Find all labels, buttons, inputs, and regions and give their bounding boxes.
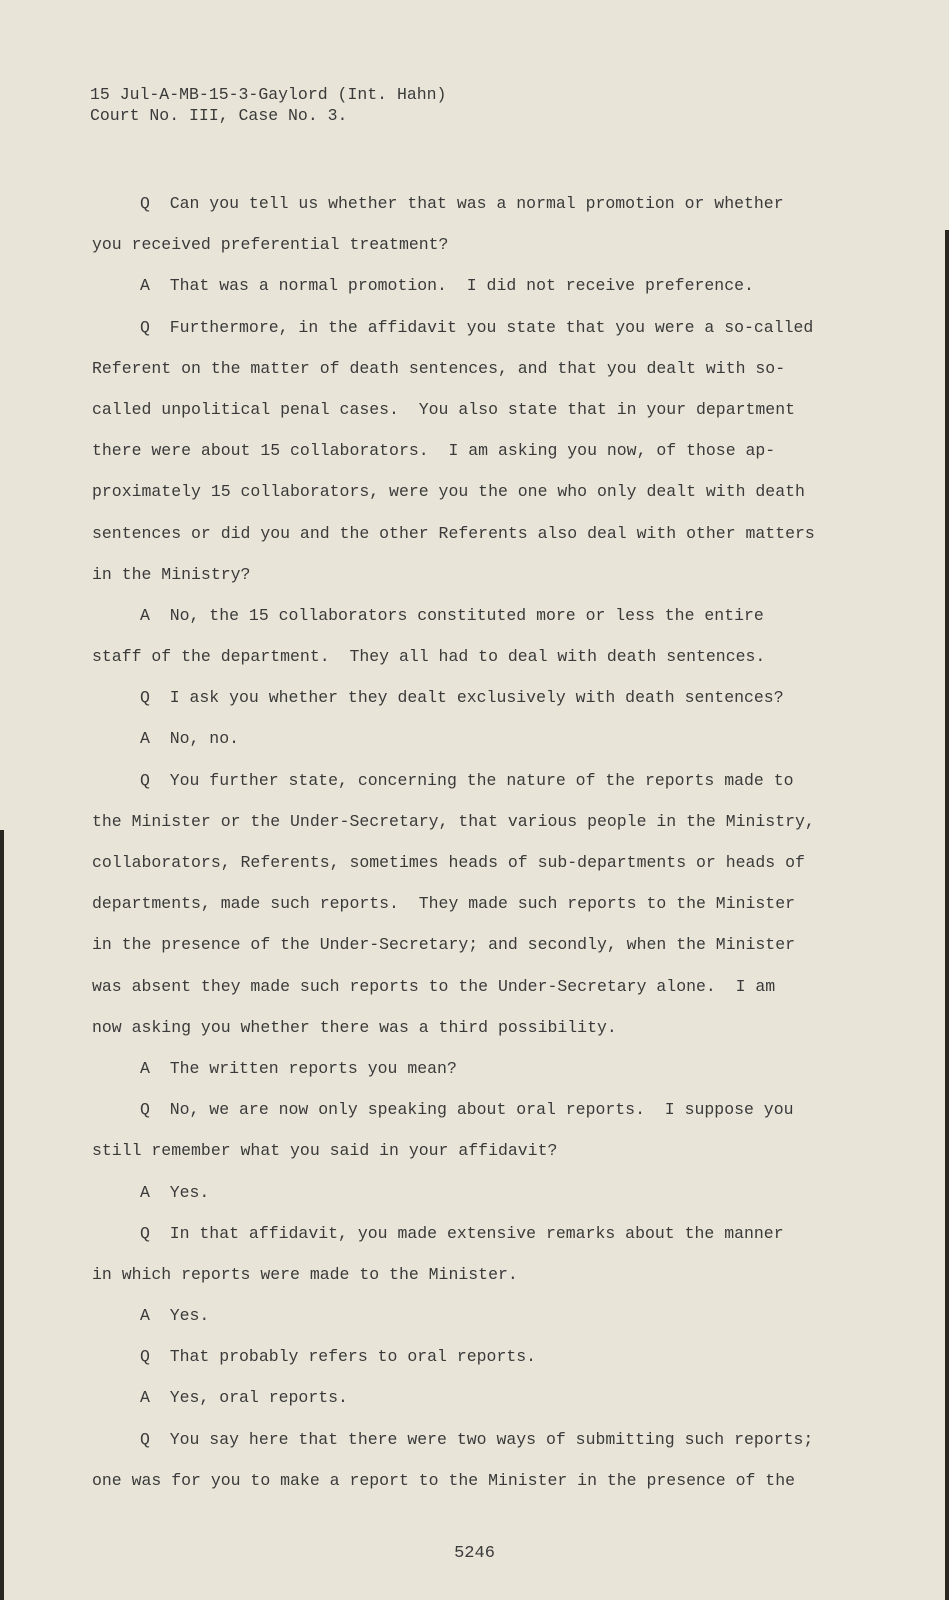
transcript-line: Referent on the matter of death sentences, and that you dealt with so- [92, 358, 786, 378]
transcript-line: collaborators, Referents, sometimes heads of sub-departments or heads of [92, 853, 805, 872]
transcript-line: was absent they made such reports to the Under-Secretary alone. I am [92, 976, 776, 996]
transcript-line: in the Ministry? [92, 564, 251, 584]
transcript-line: departments, made such reports. They made such reports to the Minister [92, 894, 796, 914]
transcript-line: A Yes. [140, 1306, 210, 1326]
transcript-line: in the presence of the Under-Secretary; and secondly, when the Minister [92, 935, 796, 955]
transcript-line: Q Furthermore, in the affidavit you state that you were a so-called [140, 317, 814, 337]
transcript-line: A Yes. [140, 1182, 210, 1202]
transcript-line: A That was a normal promotion. I did not receive preference. [140, 276, 754, 296]
transcript-body [92, 183, 852, 1501]
transcript-line: staff of the department. They all had to deal with death sentences. [92, 647, 766, 667]
transcript-line: A The written reports you mean? [140, 1058, 457, 1078]
header-reference: 15 Jul-A-MB-15-3-Gaylord (Int. Hahn) [90, 85, 447, 104]
transcript-line: Q That probably refers to oral reports. [140, 1347, 537, 1367]
transcript-line: Q No, we are now only speaking about oral reports. I suppose you [140, 1100, 794, 1120]
transcript-line: Q In that affidavit, you made extensive remarks about the manner [140, 1223, 784, 1243]
transcript-line: the Minister or the Under-Secretary, that various people in the Ministry, [92, 811, 815, 831]
transcript-line: you received preferential treatment? [92, 235, 449, 255]
transcript-line: A No, no. [140, 729, 240, 749]
page-number: 5246 [454, 1544, 495, 1563]
transcript-line: A No, the 15 collaborators constituted more or less the entire [140, 605, 764, 625]
transcript-line: called unpolitical penal cases. You also state that in your department [92, 399, 796, 419]
transcript-line: one was for you to make a report to the Minister in the presence of the [92, 1470, 796, 1490]
transcript-line: there were about 15 collaborators. I am asking you now, of those ap- [92, 441, 776, 461]
page-edge-right [945, 230, 949, 1600]
document-header [90, 84, 446, 126]
transcript-line: in which reports were made to the Minister. [92, 1264, 518, 1284]
transcript-line: sentences or did you and the other Referents also deal with other matters [92, 523, 815, 543]
transcript-line: proximately 15 collaborators, were you the one who only dealt with death [92, 482, 805, 502]
page-edge-left [0, 830, 4, 1600]
transcript-line: Q You say here that there were two ways of submitting such reports; [140, 1429, 814, 1449]
transcript-line: Q Can you tell us whether that was a normal promotion or whether [140, 194, 784, 213]
transcript-line: still remember what you said in your affidavit? [92, 1141, 558, 1161]
transcript-line: Q I ask you whether they dealt exclusively with death sentences? [140, 688, 784, 708]
transcript-line: A Yes, oral reports. [140, 1388, 348, 1408]
transcript-line: now asking you whether there was a third possibility. [92, 1017, 617, 1037]
transcript-line: Q You further state, concerning the nature of the reports made to [140, 770, 794, 790]
header-court-case: Court No. III, Case No. 3. [90, 106, 348, 125]
